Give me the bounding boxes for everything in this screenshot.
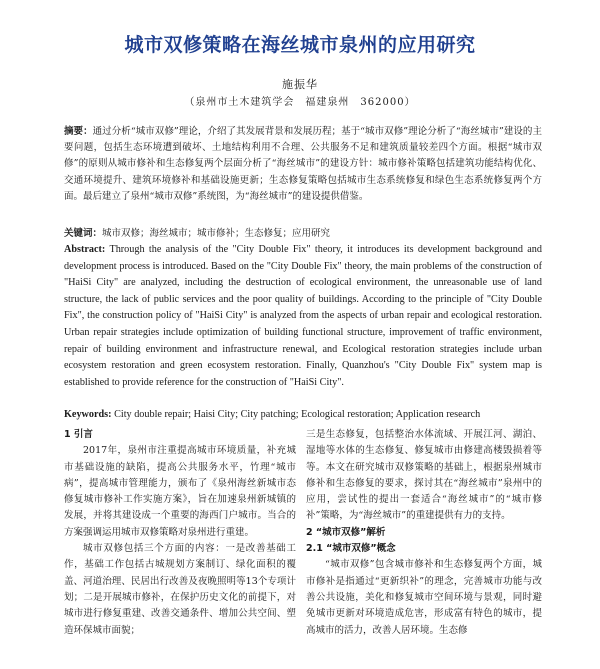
paper-title: 城市双修策略在海丝城市泉州的应用研究: [124, 34, 476, 56]
subsection-heading-concept: 2.1 “城市双修”概念: [306, 543, 396, 555]
english-keywords: [64, 408, 542, 422]
english-abstract: [64, 242, 542, 391]
chinese-abstract-text: 通过分析“城市双修”理论，介绍了其发展背景和发展历程；基于“城市双修”理论分析了“海丝城市”建设的主要问题，包括生态环境遭到破坏、土地结构利用不合理、公共服务不足和建筑质量较差四个方面。根据“城市双修”的原则从城市修补和生态修复两个层面分析了“海丝城市”的建设方针：城市修补策略包括建筑功能结构优化、交通环境提升、建筑环境修补和基础设施更新；生态修复策略包括城市生态系统修复和绿色生态系统修复两个方面。最后建立了泉州“城市双修”系统图，为“海丝城市”的建设提供借鉴。: [64, 126, 542, 202]
english-abstract-label: Abstract:: [64, 244, 106, 255]
english-keywords-label: Keywords:: [64, 409, 112, 420]
author-affiliation: （泉州市土木建筑学会 福建泉州 362000）: [184, 97, 416, 108]
english-keywords-text: City double repair; Haisi City; City patching; Ecological restoration; Application research: [114, 409, 481, 420]
body-paragraph: 2017年，泉州市注重提高城市环境质量，补充城市基础设施的缺陷，提高公共服务水平，竹理“城市病”，提高城市管理能力，颁布了《泉州海丝新城市态修复城市修补工作实施方案》，旨在加速泉州新城镇的发展，并将其建设成一个重要的海西门户城市。当合的方案强调运用城市双修策略对泉州进行重建。: [64, 445, 296, 538]
chinese-abstract: [64, 124, 542, 205]
author-name: 施振华: [282, 78, 318, 91]
chinese-abstract-label: 摘要：: [64, 126, 93, 137]
english-abstract-text: Through the analysis of the "City Double Fix" theory, it introduces its development background and development process is introduced. Based on the "City Double Fix" theory, the main problems of the construction of "HaiSi City" are analyzed, including the destruction of ecological environment, the unreasonable use of land structure, the lack of public services and the poor quality of buildings. According to the principle of "City Double Fix", the construction policy of "HaiSi City" is analyzed from the aspects of urban repair and ecological restoration. Urban repair strategies include optimization of building functional structure, improvement of traffic environment, repair of building environment and infrastructure renewal, and Ecological restoration strategies include urban ecosystem restoration and green ecosystem restoration. Finally, Quanzhou's "City Double Fix" system map is established to provide reference for the construction of "HaiSi City".: [64, 244, 542, 388]
chinese-keywords-text: 城市双修；海丝城市；城市修补；生态修复；应用研究: [102, 228, 331, 239]
section-heading-introduction: 1 引言: [64, 429, 93, 440]
section-heading-analysis: 2 “城市双修”解析: [306, 526, 386, 538]
chinese-keywords: [64, 227, 542, 241]
chinese-keywords-label: 关键词：: [64, 228, 103, 239]
body-paragraph: “城市双修”包含城市修补和生态修复两个方面，城市修补是指通过“更新织补”的理念，完善城市功能与改善公共设施，美化和修复城市空间环境与景观，同时避免城市更新对环境造成危害，形成富有特色的城市，提高城市的活力，改善人居环境。生态修: [306, 559, 542, 636]
body-right-column: [306, 427, 542, 639]
body-paragraph: 三是生态修复，包括整治水体流域、开展江河、湖泊、湿地等水体的生态修复、修复城市由修建高楼毁损着等等。本文在研究城市双修策略的基础上，根据泉州城市修补和生态修复的要求，探讨其在“海丝城市”泉州中的应用，尝试性的提出一套适合“海丝城市”的“城市修补”策略，为“海丝城市”的重建提供有力的支持。: [306, 429, 542, 522]
body-paragraph: 城市双修包括三个方面的内容：一是改善基础工作，基础工作包括古城规划方案制订、绿化面积的覆盖、河道治理、民居出行改善及夜晚照明等13个专项计划；二是开展城市修补，在保护历史文化的前提下，对城市进行修复重建、改善交通条件、增加公共空间、塑造环保城市面貌；: [64, 543, 296, 636]
body-left-column: [64, 427, 296, 639]
